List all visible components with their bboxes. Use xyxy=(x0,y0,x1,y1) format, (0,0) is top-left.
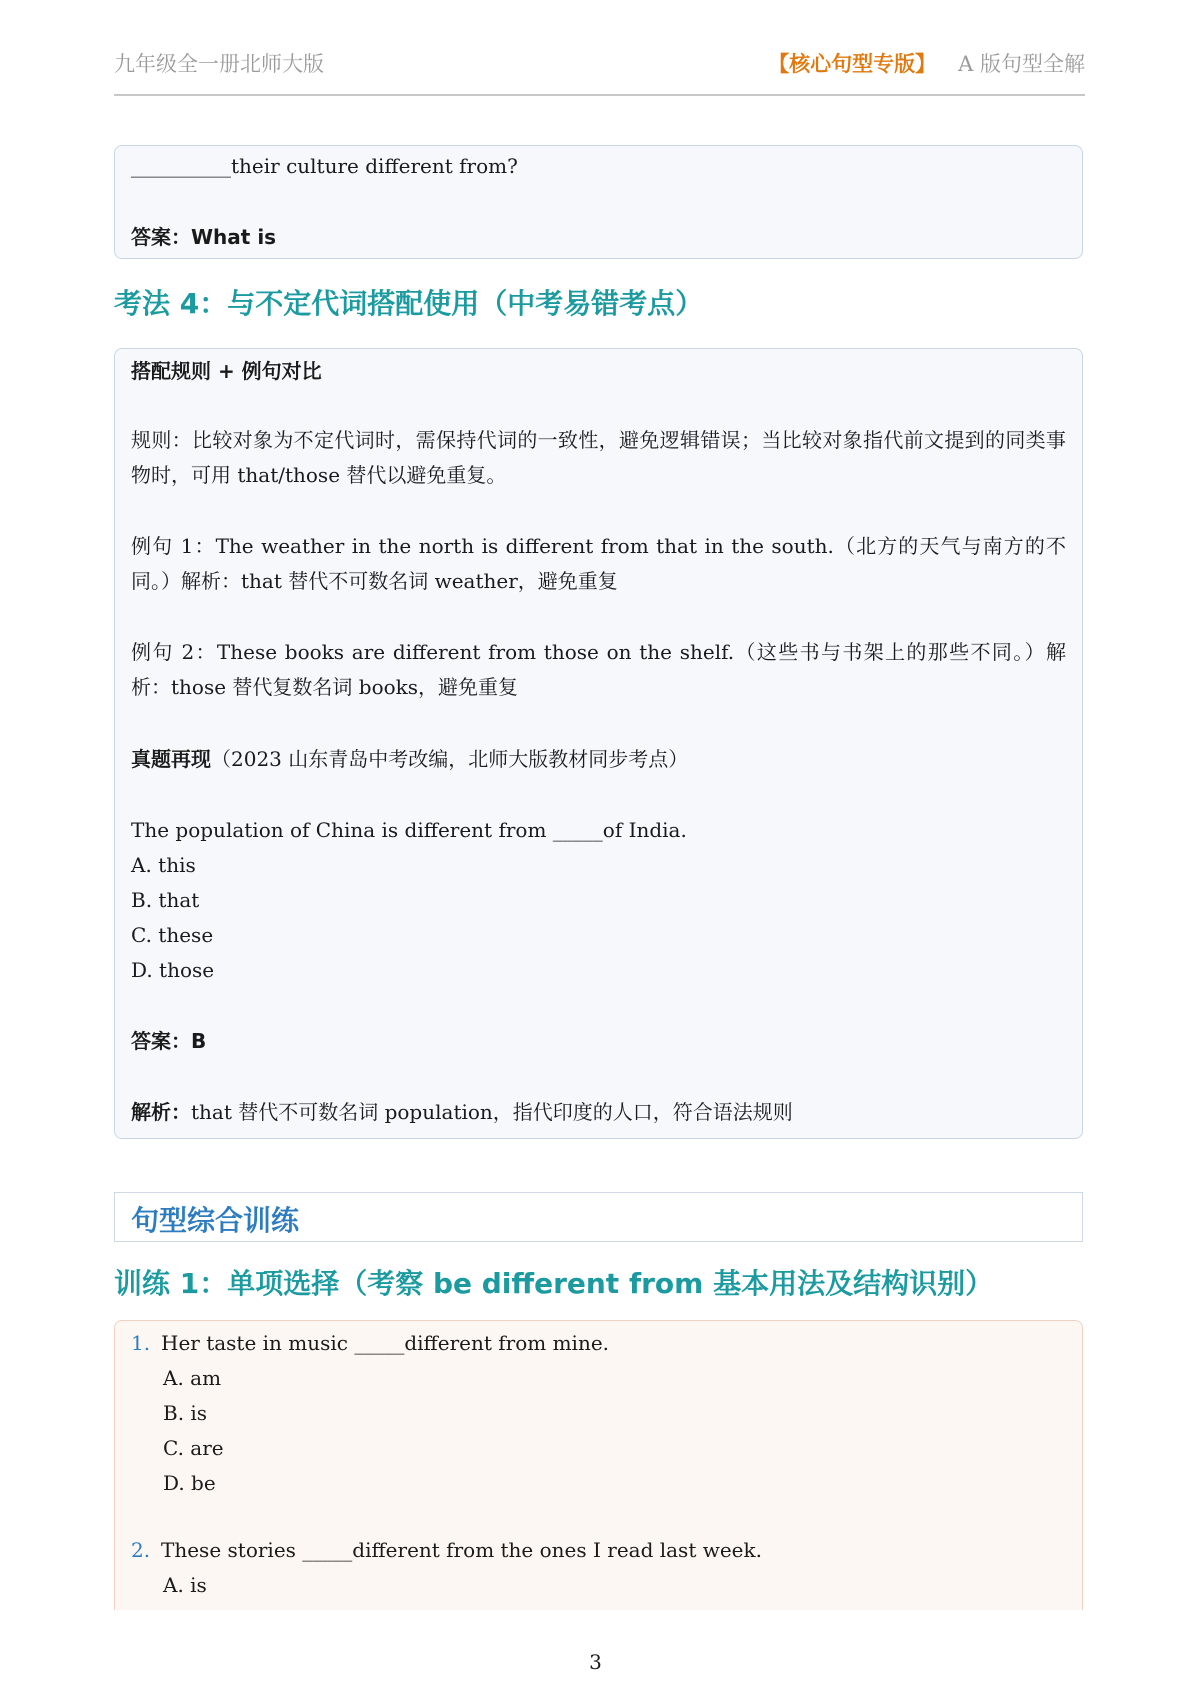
page-number: 3 xyxy=(589,1650,602,1674)
exam-option: D. those xyxy=(131,958,215,982)
example-2: 例句 2：These books are different from those on the shelf.（这些书与书架上的那些不同。）解析：those 替代复数名词 books，避免重复 xyxy=(131,640,1066,699)
question-text: These stories _____different from the ones I read last week. xyxy=(161,1538,762,1562)
previous-question-box xyxy=(114,145,1083,259)
analysis-label: 解析： xyxy=(131,1100,191,1124)
example-1: 例句 1：The weather in the north is different from that in the south.（北方的天气与南方的不同。）解析：that 替代不可数名词 weather，避免重复 xyxy=(131,534,1066,593)
answer-label: 答案： xyxy=(131,225,191,249)
answer-line xyxy=(131,223,276,251)
section-title-bar xyxy=(114,1192,1083,1242)
question-number: 1. xyxy=(131,1331,151,1355)
exam-analysis xyxy=(131,1098,793,1126)
exam-option: A. this xyxy=(131,853,196,877)
option: D. be xyxy=(163,1471,216,1495)
book-title: 九年级全一册北师大版 xyxy=(114,52,324,76)
training-box xyxy=(114,1320,1083,1610)
question-text: Her taste in music _____different from mine. xyxy=(161,1331,610,1355)
page-header xyxy=(114,40,1085,96)
header-right xyxy=(768,48,1085,78)
option: A. is xyxy=(163,1573,207,1597)
question-1 xyxy=(131,1329,609,1357)
option: B. is xyxy=(163,1401,208,1425)
question-number: 2. xyxy=(131,1538,151,1562)
answer-value: What is xyxy=(191,225,277,249)
question-text: __________their culture different from? xyxy=(131,154,518,178)
training-heading: 训练 1：单项选择（考察 be different from 基本用法及结构识别） xyxy=(114,1267,994,1300)
answer-label: 答案： xyxy=(131,1029,191,1053)
rule-text: 规则：比较对象为不定代词时，需保持代词的一致性，避免逻辑错误；当比较对象指代前文提到的同类事物时，可用 that/those 替代以避免重复。 xyxy=(131,428,1066,487)
exam-label: 真题再现 xyxy=(131,747,211,771)
edition-subtitle: A 版句型全解 xyxy=(958,52,1085,76)
analysis-text: that 替代不可数名词 population，指代印度的人口，符合语法规则 xyxy=(191,1100,793,1124)
exam-answer xyxy=(131,1027,206,1055)
option: C. are xyxy=(163,1436,224,1460)
exam-line xyxy=(131,745,688,773)
exam-option: B. that xyxy=(131,888,200,912)
exam-question: The population of China is different from _____of India. xyxy=(131,818,687,842)
option: A. am xyxy=(163,1366,222,1390)
rule-box-title: 搭配规则 + 例句对比 xyxy=(131,359,322,383)
section-heading-4: 考法 4：与不定代词搭配使用（中考易错考点） xyxy=(114,287,704,320)
question-2 xyxy=(131,1536,762,1564)
rule-box xyxy=(114,348,1083,1139)
answer-value: B xyxy=(191,1029,207,1053)
edition-tag: 【核心句型专版】 xyxy=(768,52,937,76)
exam-source: （2023 山东青岛中考改编，北师大版教材同步考点） xyxy=(211,747,689,771)
exam-option: C. these xyxy=(131,923,214,947)
section-title: 句型综合训练 xyxy=(131,1204,300,1237)
